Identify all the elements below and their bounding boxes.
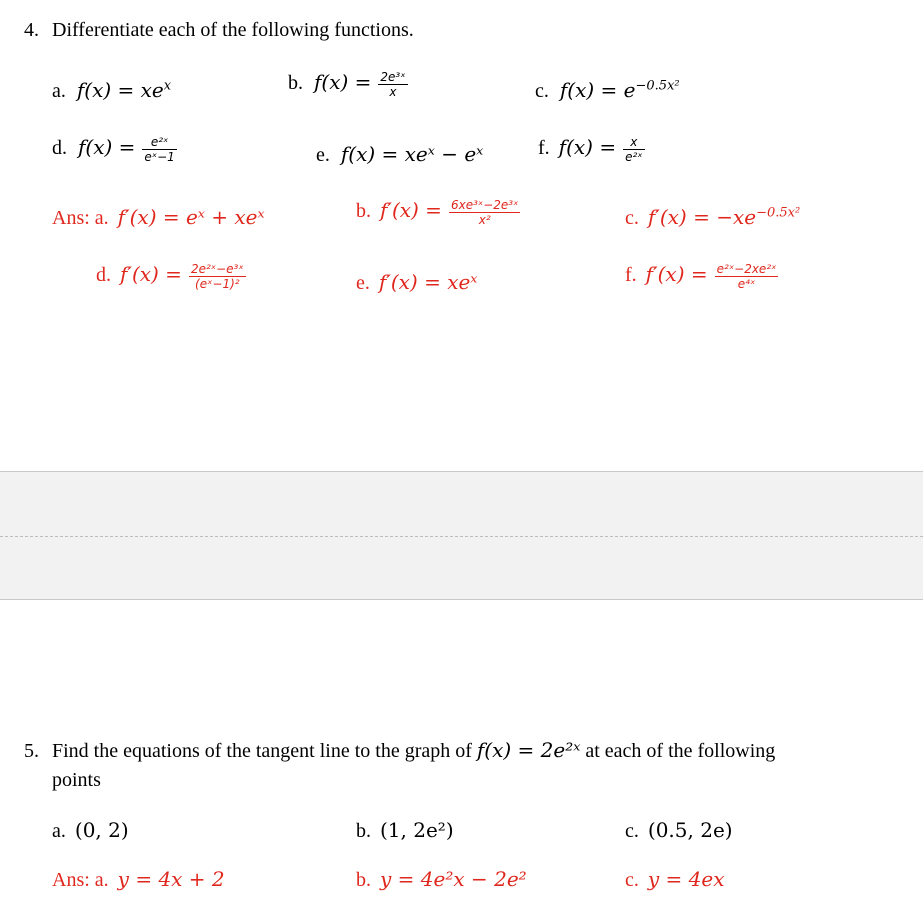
ans4-prefix: Ans: a.: [52, 207, 109, 229]
q5-item-c: [625, 818, 733, 843]
ans4-c-expr: f′(x) = −xe: [647, 205, 757, 229]
ans5-item-b: [356, 867, 527, 892]
ans5-c-label: c.: [625, 869, 639, 891]
q5-b-point: (1, 2e²): [380, 818, 454, 842]
ans5-b-expr: y = 4e²x − 2e²: [380, 867, 527, 891]
q5-number: 5.: [24, 740, 39, 762]
ans4-item-f: [625, 262, 780, 291]
ans5-a-expr: y = 4x + 2: [117, 867, 225, 891]
q4-item-e: [316, 142, 483, 167]
q5-item-b: [356, 818, 454, 843]
ans4-c-label: c.: [625, 207, 639, 229]
page-break-divider: [0, 536, 923, 537]
ans4-e-expr: f′(x) = xeˣ: [378, 270, 478, 294]
q4-heading: [24, 18, 414, 42]
q5-prompt-start: Find the equations of the tangent line to the graph of: [52, 740, 477, 762]
q5-c-point: (0.5, 2e): [647, 818, 733, 842]
q5-c-label: c.: [625, 820, 639, 842]
ans4-f-label: f.: [625, 264, 637, 287]
ans4-item-e: [356, 270, 477, 295]
q4-a-label: a.: [52, 80, 66, 102]
ans5-c-expr: y = 4ex: [647, 867, 725, 891]
ans4-d-denominator: (eˣ−1)²: [195, 277, 240, 291]
q4-f-label: f.: [538, 137, 550, 160]
q4-c-label: c.: [535, 80, 549, 102]
q4-item-a: a. $f(x) = xe^x$: [52, 78, 172, 102]
q4-d-denominator: eˣ−1: [144, 150, 175, 164]
ans4-d-fraction: [189, 262, 246, 291]
q4-b-fraction: [378, 70, 407, 99]
q4-d-fraction: [142, 135, 176, 164]
q4-c-exponent: −0.5x²: [635, 78, 680, 94]
ans4-d-numerator: 2e²ˣ−e³ˣ: [190, 262, 244, 276]
ans4-b-label: b.: [356, 200, 371, 223]
q4-c-expr: f(x) = e: [559, 78, 636, 102]
page-break-band: [0, 471, 923, 600]
q5-function: f(x) = 2e²ˣ: [476, 738, 581, 762]
q4-f-fraction: [623, 135, 645, 164]
q4-f-lhs: f(x) =: [558, 135, 617, 160]
q5-a-label: a.: [52, 820, 66, 842]
q4-e-label: e.: [316, 144, 330, 166]
q4-f-denominator: e²ˣ: [625, 150, 643, 164]
q5-b-label: b.: [356, 820, 371, 842]
ans4-c-exponent: −0.5x²: [756, 205, 801, 221]
q4-e-expr: f(x) = xeˣ − eˣ: [340, 142, 484, 166]
ans5-item-a: [52, 867, 225, 892]
q4-item-b: [288, 70, 410, 99]
q4-b-label: b.: [288, 72, 303, 95]
ans4-item-b: [356, 198, 522, 227]
q5-item-a: [52, 818, 129, 843]
q4-item-f: [538, 135, 647, 164]
q4-d-numerator: e²ˣ: [150, 135, 169, 149]
q4-d-lhs: f(x) =: [78, 135, 136, 160]
q4-d-label: d.: [52, 137, 67, 160]
ans5-item-c: [625, 867, 725, 892]
ans5-prefix: Ans: a.: [52, 869, 109, 891]
ans4-item-c: [625, 205, 800, 230]
ans4-item-d: [96, 262, 248, 291]
ans4-d-lhs: f′(x) =: [120, 262, 182, 287]
q4-f-numerator: x: [630, 135, 638, 149]
q4-b-lhs: f(x) =: [314, 70, 372, 95]
q4-number: 4.: [24, 19, 39, 41]
ans4-e-label: e.: [356, 272, 370, 294]
ans4-d-label: d.: [96, 264, 111, 287]
q5-prompt-line2: points: [52, 769, 101, 791]
q4-a-expr: f(x) = xe: [76, 78, 164, 102]
q4-item-d: [52, 135, 179, 164]
q4-item-c: [535, 78, 680, 103]
q4-b-numerator: 2e³ˣ: [380, 70, 406, 84]
ans4-a-expr: f′(x) = eˣ + xeˣ: [117, 205, 265, 229]
q5-a-point: (0, 2): [74, 818, 129, 842]
ans4-b-numerator: 6xe³ˣ−2e³ˣ: [450, 198, 519, 212]
q4-prompt: Differentiate each of the following functions.: [52, 19, 414, 41]
ans4-f-numerator: e²ˣ−2xe²ˣ: [716, 262, 777, 276]
ans4-item-a: [52, 205, 265, 230]
ans4-b-lhs: f′(x) =: [380, 198, 442, 223]
ans4-f-lhs: f′(x) =: [645, 262, 708, 287]
ans4-b-denominator: x²: [478, 213, 491, 227]
ans4-f-fraction: [715, 262, 779, 291]
ans5-b-label: b.: [356, 869, 371, 891]
ans4-f-denominator: e⁴ˣ: [737, 277, 756, 291]
q4-b-denominator: x: [389, 85, 397, 99]
q5-prompt-end: at each of the following: [580, 740, 776, 762]
q5-heading: [24, 738, 775, 763]
ans4-b-fraction: [449, 198, 520, 227]
